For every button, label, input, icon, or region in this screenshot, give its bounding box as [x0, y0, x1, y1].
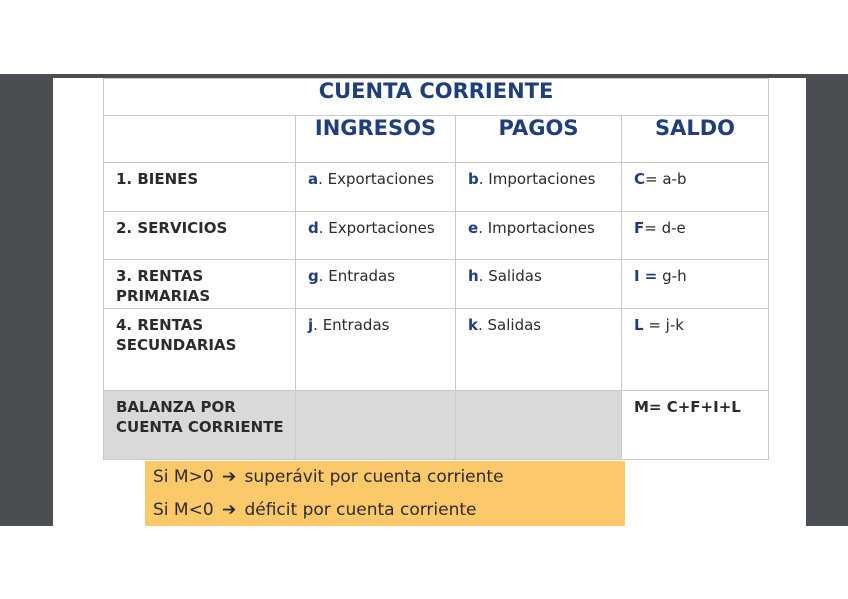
header-pagos: PAGOS [456, 116, 622, 163]
empty-cell [296, 391, 456, 460]
saldo-cell: F= d-e [622, 212, 769, 260]
interpretation-note [145, 461, 625, 526]
table-row [104, 309, 769, 391]
row-label: 3. RENTAS PRIMARIAS [104, 260, 296, 309]
surplus-condition: Si M>0 [153, 467, 214, 487]
header-saldo: SALDO [622, 116, 769, 163]
current-account-table [103, 78, 769, 460]
row-label: 2. SERVICIOS [104, 212, 296, 260]
saldo-cell: C= a-b [622, 163, 769, 212]
deficit-text: déficit por cuenta corriente [244, 500, 477, 520]
row-label: 4. RENTAS SECUNDARIAS [104, 309, 296, 391]
surplus-text: superávit por cuenta corriente [244, 467, 504, 487]
empty-cell [456, 391, 622, 460]
table-title: CUENTA CORRIENTE [104, 79, 769, 116]
saldo-cell: I = g-h [622, 260, 769, 309]
table-row [104, 163, 769, 212]
pagos-cell: k. Salidas [456, 309, 622, 391]
total-formula: M= C+F+I+L [622, 391, 769, 460]
pagos-cell: e. Importaciones [456, 212, 622, 260]
page-bottom-margin [0, 526, 848, 599]
total-label: BALANZA POR CUENTA CORRIENTE [104, 391, 296, 460]
page-top-margin [0, 0, 848, 74]
table-row [104, 212, 769, 260]
ingresos-cell: a. Exportaciones [296, 163, 456, 212]
ingresos-cell: g. Entradas [296, 260, 456, 309]
ingresos-cell: j. Entradas [296, 309, 456, 391]
header-ingresos: INGRESOS [296, 116, 456, 163]
deficit-line [153, 500, 477, 520]
right-arrow-icon: ➔ [221, 500, 237, 520]
deficit-condition: Si M<0 [153, 500, 214, 520]
table-row [104, 260, 769, 309]
surplus-line [153, 467, 504, 487]
row-label: 1. BIENES [104, 163, 296, 212]
pagos-cell: b. Importaciones [456, 163, 622, 212]
ingresos-cell: d. Exportaciones [296, 212, 456, 260]
right-arrow-icon: ➔ [221, 467, 237, 487]
saldo-cell: L = j-k [622, 309, 769, 391]
header-empty [104, 116, 296, 163]
total-row [104, 391, 769, 460]
pagos-cell: h. Salidas [456, 260, 622, 309]
